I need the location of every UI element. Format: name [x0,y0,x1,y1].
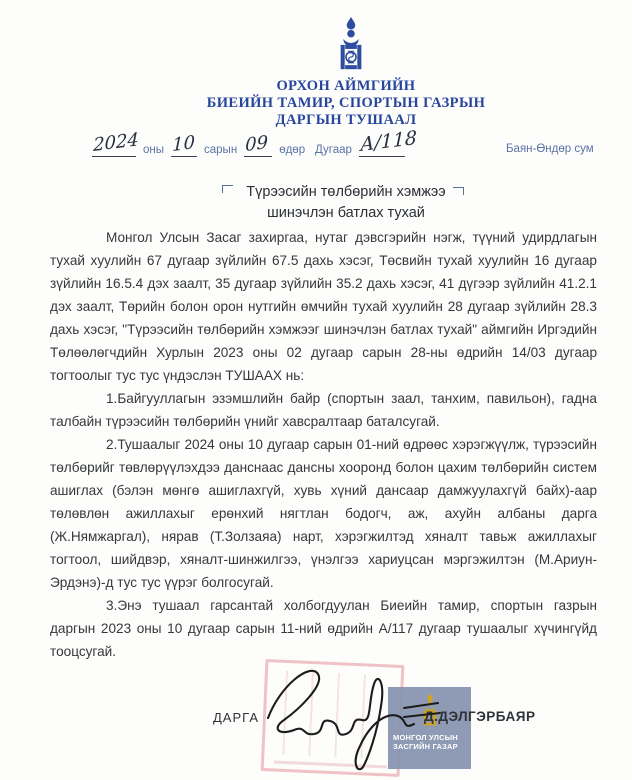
handwritten-number: А/118 [359,126,417,156]
date-fields [92,129,312,157]
clause-1-paragraph: 1.Байгууллагын эзэмшлийн байр (спортын заал, танхим, павильон), гадна талбайн түрээсийн төлбөрийн үнийг хавсралтаар баталсугай. [50,391,597,429]
signer-name: Д.ДЭЛГЭРБАЯР [424,709,536,724]
year-blank [92,129,139,157]
handwritten-signature [252,658,462,776]
number-blank [359,126,417,157]
month-blank [171,134,197,157]
soyombo-emblem-icon [333,16,369,72]
year-label: оны [143,144,165,156]
org-name-line2: БИЕИЙН ТАМИР, СПОРТЫН ГАЗРЫН [206,95,486,111]
signer-title: ДАРГА [213,710,259,725]
org-name-line1: ОРХОН АЙМГИЙН [276,78,416,94]
handwritten-month: 10 [172,132,196,156]
org-name-line3: ДАРГЫН ТУШААЛ [275,112,417,128]
gov-stamp-text-line1: МОНГОЛ УЛСЫН [393,733,458,742]
location-label: Баян-Өндөр сум [506,143,594,155]
clause-3-paragraph: 3.Энэ тушаал гарсантай холбогдуулан Биеийн тамир, спортын газрын даргын 2023 оны 10 дугаар сарын 11-ний өдрийн А/117 дугаар тушаалыг хүчингүйд тооцсугай. [50,598,597,659]
month-label: сарын [204,144,238,156]
handwritten-year: 2024 [93,129,139,156]
day-blank [244,134,272,157]
decree-body [50,226,597,663]
handwritten-day: 09 [245,132,269,156]
clause-2-paragraph: 2.Тушаалыг 2024 оны 10 дугаар сарын 01-ний өдрөөс хэрэгжүүлж, түрээсийн төлбөрийг төвлөрүүлэхдээ данснаас дансны хооронд болон цахим төлбөрийн систем ашиглах (бэлэн мөнгө ашиглахгүй, хувь хүний дансаар дамжуулахгүй байх)-аар төлөвлөн ажиллахыг ерөнхий нягтлан бодогч, аж, ахуйн албаны дарга (Ж.Нямжаргал), нярав (Т.Золзаяа) нарт, хэрэгжилтэд хяналт тавьж ажиллахыг тогтоол, шийдвэр, хяналт-шинжилгээ, үнэлгээ хариуцсан мэргэжилтэн (М.Ариун-Эрдэнэ)-д тус тус үүрэг болгосугай. [50,437,597,590]
gov-stamp-text-line2: ЗАСГИЙН ГАЗАР [393,742,458,751]
decree-title [200,182,492,224]
preamble-paragraph: Монгол Улсын Засаг захиргаа, нутаг дэвсгэрийн нэгж, түүний удирдлагын тухай хуулийн 67 дугаар зүйлийн 67.5 дахь хэсэг, Төсвийн тухай хуулийн 16 дугаар зүйлийн 16.5.4 дэх заалт, 35 дугаар зүйлийн 35.2 дахь хэсэг, 41 дүгээр зүйлийн 41.2.1 дэх заалт, Төрийн болон орон нутгийн өмчийн тухай хуулийн 28 дугаар зүйлийн 28.3 дахь хэсэг, "Түрээсийн төлбөрийн хэмжээг шинэчлэн батлах тухай" аймгийн Иргэдийн Төлөөлөгчдийн Хурлын 2023 оны 02 дугаар сарын 28-ны өдрийн 14/03 дугаар тогтоолыг тус тус үндэслэн ТУШААХ нь: [50,230,597,383]
org-header [60,78,632,129]
document-number [308,126,417,157]
decree-title-line1: Түрээсийн төлбөрийн хэмжээ [246,184,446,200]
day-label: өдөр [279,144,306,156]
decree-title-line2: шинэчлэн батлах тухай [267,205,425,221]
number-label: Дугаар [315,144,352,156]
